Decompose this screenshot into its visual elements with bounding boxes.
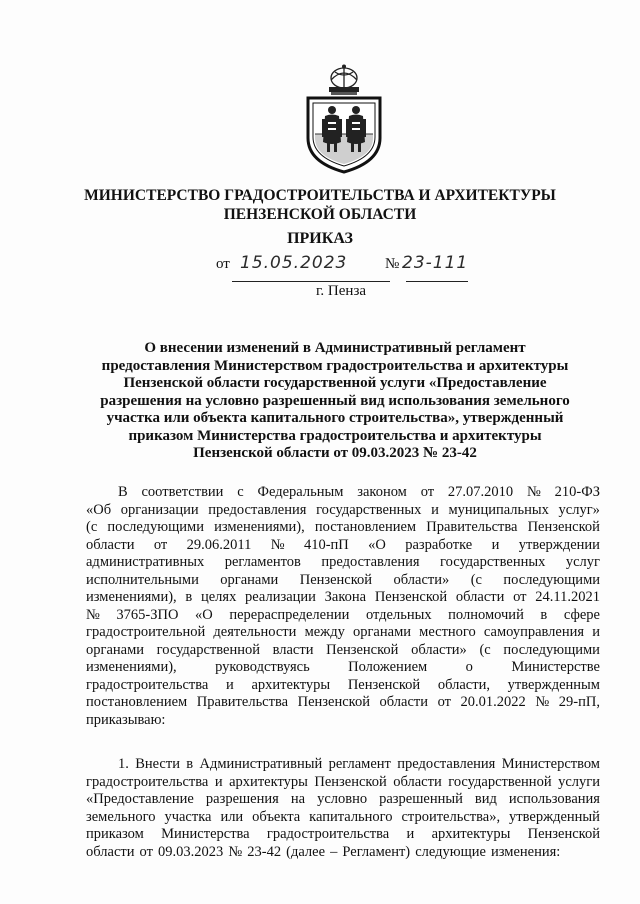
subject-line: Пензенской области от 09.03.2023 № 23-42 <box>193 445 477 461</box>
text-line: области от 29.06.2011 № 410-пП «О разработке и утверждении <box>86 536 600 553</box>
text-line: «Об организации предоставления государственных и муниципальных услуг» <box>86 501 600 518</box>
text-line: № 3765-ЗПО «О перераспределении отдельных полномочий в сфере <box>86 606 600 623</box>
subject-line: Пензенской области государственной услуги «Предоставление <box>123 375 547 391</box>
city-label: г. Пенза <box>315 283 367 299</box>
text-line: 1. Внести в Административный регламент предоставления Министерством <box>118 756 600 772</box>
number-underline <box>406 281 468 282</box>
ministry-name-line-2: ПЕНЗЕНСКОЙ ОБЛАСТИ <box>223 206 417 223</box>
subject-line: приказом Министерства градостроительства и архитектуры <box>128 427 542 444</box>
text-line: постановлением Правительства Пензенской области от 20.01.2022 № 29-пП, <box>86 694 600 710</box>
coat-of-arms-emblem <box>302 64 386 174</box>
text-line: исполнительными органами Пензенской области» (с последующими <box>86 571 600 588</box>
text-line: «Предоставление разрешения на условно разрешенный вид использования <box>86 791 600 807</box>
text-line: административных регламентов предоставления государственных услуг <box>86 554 600 570</box>
subject-line: предоставления Министерством градостроительства и архитектуры <box>101 357 569 374</box>
text-line: изменениями), руководствуясь Положением о Министерстве <box>86 659 600 675</box>
document-subject <box>100 340 570 463</box>
subject-line: участка или объекта капитального строительства», утвержденный <box>106 410 564 426</box>
text-line: В соответствии с Федеральным законом от 27.07.2010 № 210-ФЗ <box>118 484 600 500</box>
ministry-name-line-1: МИНИСТЕРСТВО ГРАДОСТРОИТЕЛЬСТВА И АРХИТЕКТУРЫ <box>84 187 556 204</box>
text-line: градостроительства и архитектуры Пензенской области государственной услуги <box>86 773 600 790</box>
handwritten-number: 23-111 <box>402 253 469 273</box>
text-line: градостроительной деятельности между органами местного самоуправления и <box>86 624 600 640</box>
date-underline <box>232 281 390 282</box>
document-type-title: ПРИКАЗ <box>287 230 353 247</box>
text-line: области от 09.03.2023 № 23-42 (далее – Регламент) следующие изменения: <box>86 843 561 860</box>
number-prefix: № <box>385 256 400 272</box>
subject-line: О внесении изменений в Административный регламент <box>144 340 526 356</box>
text-line: градостроительства и архитектуры Пензенской области, утвержденным <box>86 676 600 693</box>
text-line: (с последующими изменениями), постановлением Правительства Пензенской <box>86 519 600 535</box>
text-line: органами государственной власти Пензенской области» (с последующими <box>86 641 600 658</box>
text-line: приказом Министерства градостроительства и архитектуры Пензенской <box>86 826 600 842</box>
text-line: земельного участка или объекта капитального строительства», утвержденный <box>86 808 600 825</box>
date-prefix: от <box>216 256 230 272</box>
clause-1-paragraph <box>86 756 600 861</box>
text-line: изменениями), в целях реализации Закона Пензенской области от 24.11.2021 <box>86 589 600 605</box>
preamble-paragraph <box>86 484 600 729</box>
handwritten-date: 15.05.2023 <box>240 253 348 273</box>
subject-line: разрешения на условно разрешенный вид использования земельного <box>100 392 570 409</box>
text-line: приказываю: <box>86 711 166 728</box>
